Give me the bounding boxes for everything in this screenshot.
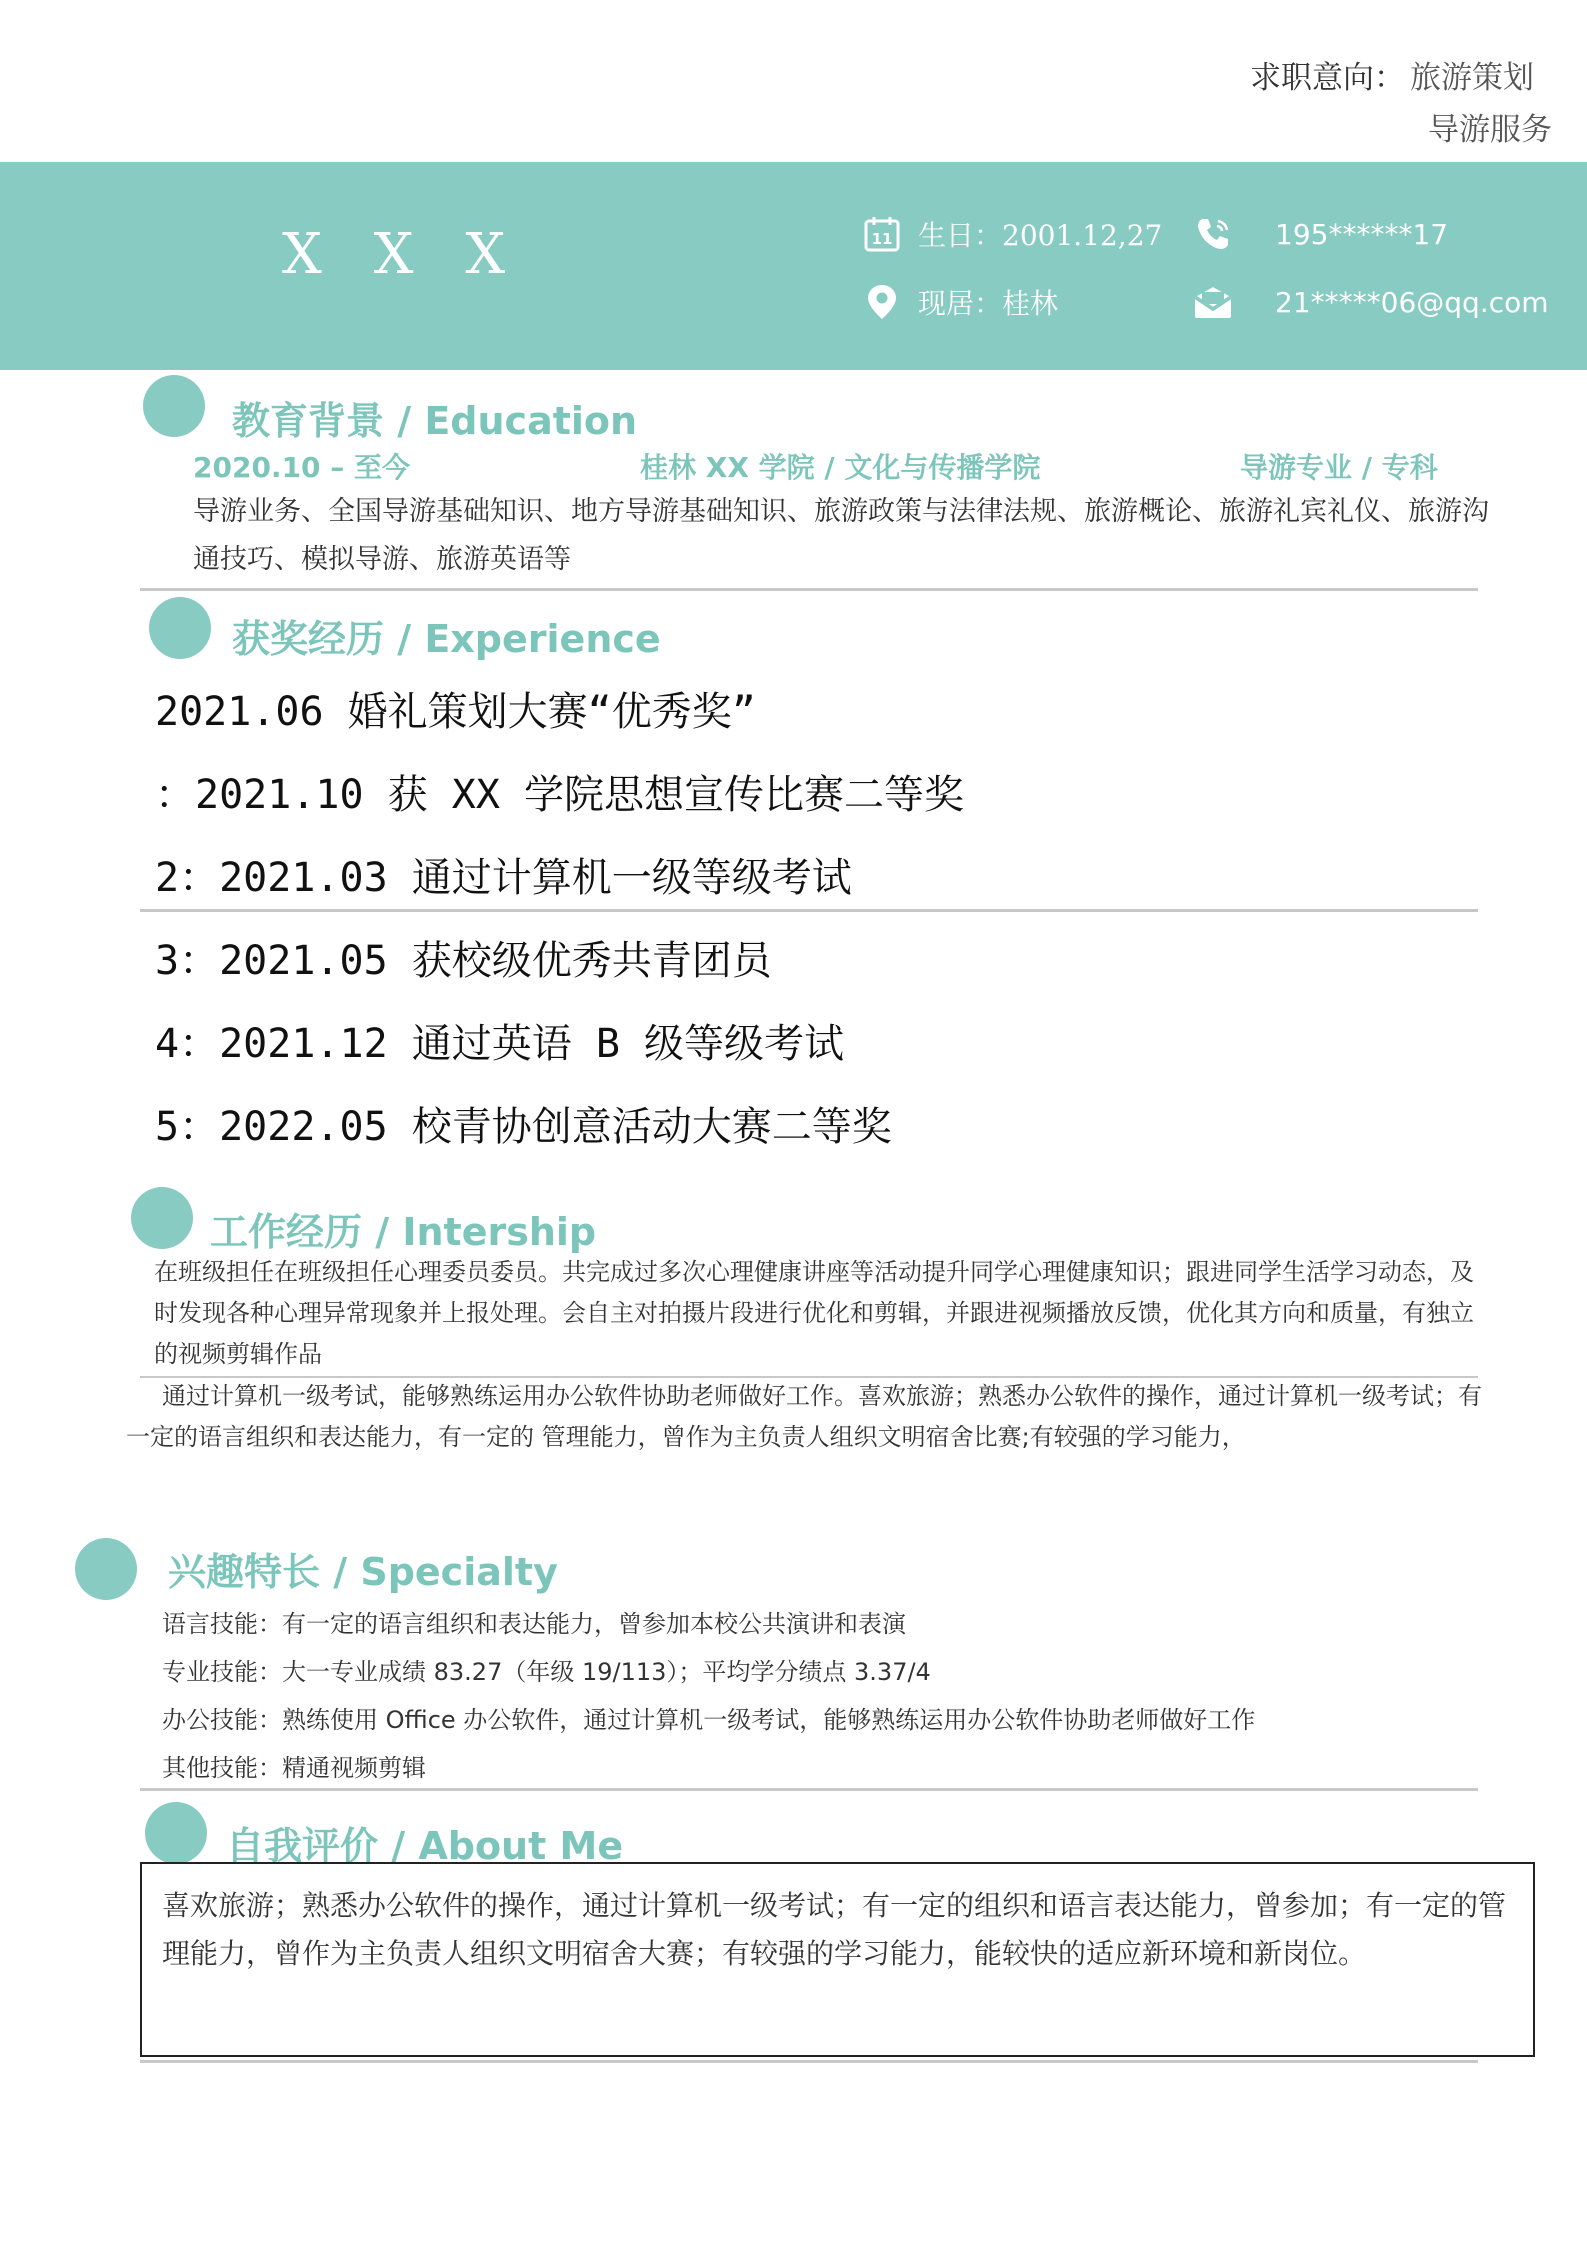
education-major: 导游专业 / 专科: [1240, 451, 1438, 484]
education-school: 桂林 XX 学院 / 文化与传播学院: [640, 451, 1041, 484]
education-title: 教育背景 / Education: [232, 399, 638, 443]
specialty-item: 其他技能：精通视频剪辑: [162, 1754, 426, 1782]
award-item: 2：2021.03 通过计算机一级等级考试: [155, 855, 852, 901]
education-divider: [140, 588, 1478, 591]
birthday-row: [862, 214, 1162, 254]
work-para1-line: 在班级担任在班级担任心理委员委员。共完成过多次心理健康讲座等活动提升同学心理健康知识；跟进同学生活学习动态，及: [154, 1258, 1474, 1286]
residence-row: [862, 282, 1058, 322]
phone-icon: [1193, 214, 1233, 254]
specialty-divider: [140, 1788, 1478, 1791]
residence-text: 现居：桂林: [918, 287, 1059, 320]
location-pin-icon: [862, 282, 902, 322]
about-box: [140, 1862, 1535, 2057]
birthday-text: 生日：2001.12,27: [918, 219, 1163, 252]
svg-text:11: 11: [871, 230, 893, 248]
candidate-name: X X X: [282, 222, 506, 287]
job-intent-label: 求职意向：: [1250, 60, 1405, 96]
work-title: 工作经历 / Intership: [210, 1210, 597, 1254]
about-line2: 理能力，曾作为主负责人组织文明宿舍大赛；有较强的学习能力，能较快的适应新环境和新岗位。: [162, 1937, 1367, 1970]
awards-marker: [149, 597, 211, 659]
calendar-icon: [862, 214, 902, 254]
awards-title: 获奖经历 / Experience: [232, 617, 661, 661]
education-courses-line1: 导游业务、全国导游基础知识、地方导游基础知识、旅游政策与法律法规、旅游概论、旅游礼宾礼仪、旅游沟: [193, 496, 1489, 527]
specialty-title: 兴趣特长 / Specialty: [168, 1550, 558, 1594]
education-period: 2020.10 – 至今: [193, 451, 411, 484]
phone-text: 195******17: [1275, 217, 1449, 251]
about-line1: 喜欢旅游；熟悉办公软件的操作，通过计算机一级考试；有一定的组织和语言表达能力，曾参加；有一定的管: [162, 1889, 1507, 1922]
award-item: 5：2022.05 校青协创意活动大赛二等奖: [155, 1104, 892, 1150]
award-item: 4：2021.12 通过英语 B 级等级考试: [155, 1021, 844, 1067]
education-marker: [143, 375, 205, 437]
about-title: 自我评价 / About Me: [226, 1824, 624, 1868]
email-row: [1193, 282, 1549, 322]
specialty-item: 专业技能：大一专业成绩 83.27（年级 19/113）；平均学分绩点 3.37/4: [162, 1658, 931, 1686]
about-marker: [145, 1802, 207, 1864]
work-para1-line: 时发现各种心理异常现象并上报处理。会自主对拍摄片段进行优化和剪辑，并跟进视频播放反馈，优化其方向和质量，有独立: [154, 1299, 1474, 1327]
job-intent-line2: 导游服务: [1428, 112, 1552, 148]
award-item: ：2021.10 获 XX 学院思想宣传比赛二等奖: [155, 772, 964, 818]
award-item: 2021.06 婚礼策划大赛“优秀奖”: [155, 689, 756, 735]
about-divider: [140, 2060, 1478, 2063]
work-marker: [131, 1187, 193, 1249]
award-item: 3：2021.05 获校级优秀共青团员: [155, 938, 772, 984]
specialty-marker: [75, 1538, 137, 1600]
work-para2-line: 一定的语言组织和表达能力，有一定的 管理能力，曾作为主负责人组织文明宿舍比赛;有较强的学习能力，: [126, 1423, 1246, 1451]
specialty-item: 办公技能：熟练使用 Office 办公软件，通过计算机一级考试，能够熟练运用办公软件协助老师做好工作: [162, 1706, 1256, 1734]
work-para2-line: 通过计算机一级考试，能够熟练运用办公软件协助老师做好工作。喜欢旅游；熟悉办公软件的操作，通过计算机一级考试；有: [162, 1382, 1482, 1410]
email-icon: [1193, 282, 1233, 322]
work-para1-line: 的视频剪辑作品: [154, 1340, 322, 1368]
header-band: [0, 162, 1587, 370]
specialty-item: 语言技能：有一定的语言组织和表达能力，曾参加本校公共演讲和表演: [162, 1610, 906, 1638]
awards-divider: [140, 909, 1478, 912]
phone-row: [1193, 214, 1448, 254]
job-intent-line1: 旅游策划: [1410, 60, 1534, 96]
email-text: 21*****06@qq.com: [1275, 285, 1549, 319]
education-courses-line2: 通技巧、模拟导游、旅游英语等: [193, 544, 571, 575]
